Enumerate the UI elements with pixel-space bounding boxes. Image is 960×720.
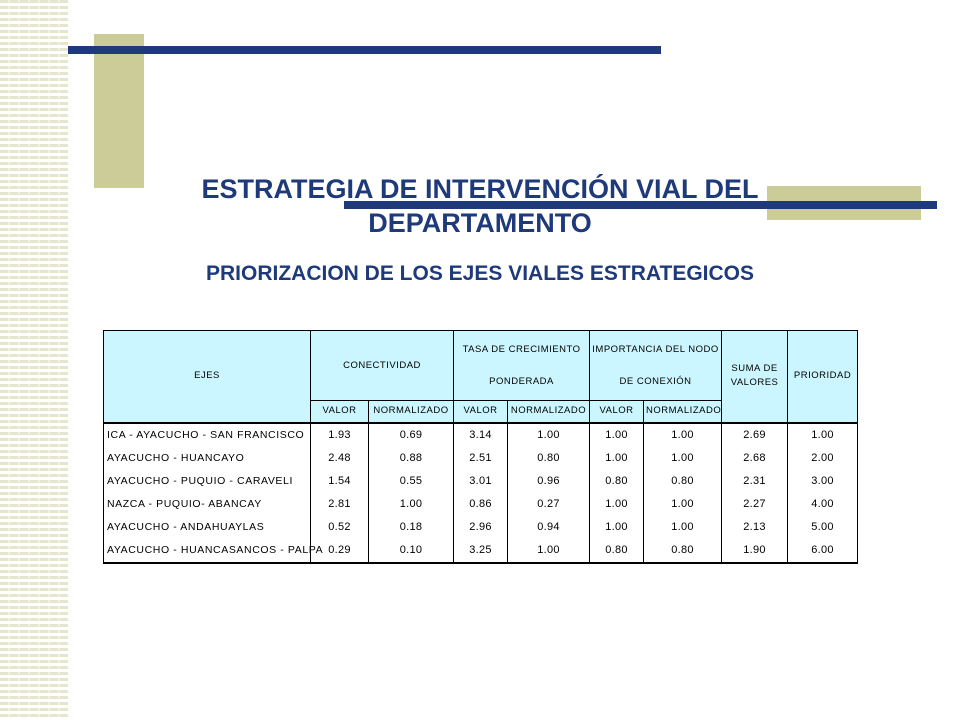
cell-tasa-valor: 0.86	[454, 493, 508, 516]
cell-tasa-norm: 1.00	[508, 539, 590, 563]
cell-prioridad: 2.00	[788, 447, 858, 470]
cell-con-valor: 0.52	[311, 516, 369, 539]
table-row	[104, 493, 858, 516]
cell-eje: AYACUCHO - HUANCASANCOS - PALPA	[104, 539, 311, 563]
cell-prioridad: 4.00	[788, 493, 858, 516]
decorative-blue-bar-top	[68, 46, 661, 54]
header-suma-valores	[722, 331, 788, 423]
header-prioridad: PRIORIDAD	[788, 331, 858, 423]
cell-imp-valor: 1.00	[590, 423, 644, 447]
cell-imp-norm: 1.00	[644, 447, 722, 470]
header-tasa-crecimiento	[454, 331, 590, 401]
cell-tasa-norm: 1.00	[508, 423, 590, 447]
cell-con-norm: 0.18	[369, 516, 454, 539]
cell-imp-valor: 1.00	[590, 493, 644, 516]
priority-table-container	[103, 330, 857, 564]
cell-imp-norm: 0.80	[644, 539, 722, 563]
header-imp-normalizado: NORMALIZADO	[644, 401, 722, 423]
table-row	[104, 470, 858, 493]
cell-imp-valor: 1.00	[590, 447, 644, 470]
cell-tasa-norm: 0.96	[508, 470, 590, 493]
cell-eje: ICA - AYACUCHO - SAN FRANCISCO	[104, 423, 311, 447]
cell-imp-norm: 0.80	[644, 470, 722, 493]
header-imp-valor: VALOR	[590, 401, 644, 423]
cell-prioridad: 3.00	[788, 470, 858, 493]
slide-title	[100, 172, 860, 240]
table-row	[104, 423, 858, 447]
cell-imp-norm: 1.00	[644, 516, 722, 539]
header-importancia-nodo	[590, 331, 722, 401]
cell-tasa-norm: 0.80	[508, 447, 590, 470]
table-row	[104, 516, 858, 539]
header-tasa-line1: TASA DE CRECIMIENTO	[462, 343, 581, 355]
header-ejes: EJES	[104, 331, 311, 423]
cell-tasa-valor: 3.25	[454, 539, 508, 563]
cell-prioridad: 5.00	[788, 516, 858, 539]
cell-con-norm: 0.88	[369, 447, 454, 470]
cell-imp-valor: 0.80	[590, 470, 644, 493]
header-con-valor: VALOR	[311, 401, 369, 423]
header-con-normalizado: NORMALIZADO	[369, 401, 454, 423]
cell-prioridad: 1.00	[788, 423, 858, 447]
table-row	[104, 447, 858, 470]
cell-tasa-valor: 3.01	[454, 470, 508, 493]
left-striped-margin	[0, 0, 68, 720]
header-importancia-line1: IMPORTANCIA DEL NODO	[592, 343, 719, 355]
cell-tasa-valor: 2.96	[454, 516, 508, 539]
cell-imp-norm: 1.00	[644, 423, 722, 447]
cell-con-valor: 1.93	[311, 423, 369, 447]
slide-title-line1: ESTRATEGIA DE INTERVENCIÓN VIAL DEL	[201, 174, 759, 204]
cell-con-valor: 2.48	[311, 447, 369, 470]
header-conectividad: CONECTIVIDAD	[311, 331, 454, 401]
cell-tasa-norm: 0.27	[508, 493, 590, 516]
slide-title-line2: DEPARTAMENTO	[368, 208, 592, 238]
table-row	[104, 539, 858, 563]
header-suma-line1: SUMA DE	[731, 363, 778, 375]
cell-tasa-valor: 3.14	[454, 423, 508, 447]
slide-subtitle: PRIORIZACION DE LOS EJES VIALES ESTRATEGICOS	[205, 262, 755, 285]
cell-suma: 2.68	[722, 447, 788, 470]
cell-imp-valor: 0.80	[590, 539, 644, 563]
priority-table	[103, 330, 858, 564]
cell-eje: AYACUCHO - HUANCAYO	[104, 447, 311, 470]
cell-tasa-norm: 0.94	[508, 516, 590, 539]
cell-imp-norm: 1.00	[644, 493, 722, 516]
cell-eje: AYACUCHO - PUQUIO - CARAVELI	[104, 470, 311, 493]
cell-con-norm: 0.69	[369, 423, 454, 447]
cell-suma: 2.31	[722, 470, 788, 493]
cell-con-valor: 2.81	[311, 493, 369, 516]
cell-eje: NAZCA - PUQUIO- ABANCAY	[104, 493, 311, 516]
header-tasa-line2: PONDERADA	[489, 375, 554, 387]
header-tasa-normalizado: NORMALIZADO	[508, 401, 590, 423]
cell-imp-valor: 1.00	[590, 516, 644, 539]
header-tasa-valor: VALOR	[454, 401, 508, 423]
cell-suma: 1.90	[722, 539, 788, 563]
cell-eje: AYACUCHO - ANDAHUAYLAS	[104, 516, 311, 539]
cell-suma: 2.13	[722, 516, 788, 539]
cell-con-norm: 0.55	[369, 470, 454, 493]
cell-con-valor: 1.54	[311, 470, 369, 493]
decorative-khaki-block-left	[94, 34, 144, 188]
cell-con-norm: 1.00	[369, 493, 454, 516]
cell-tasa-valor: 2.51	[454, 447, 508, 470]
cell-suma: 2.27	[722, 493, 788, 516]
cell-suma: 2.69	[722, 423, 788, 447]
header-importancia-line2: DE CONEXIÓN	[619, 375, 692, 387]
header-suma-line2: VALORES	[730, 377, 779, 389]
cell-prioridad: 6.00	[788, 539, 858, 563]
cell-con-norm: 0.10	[369, 539, 454, 563]
cell-con-valor: 0.29	[311, 539, 369, 563]
